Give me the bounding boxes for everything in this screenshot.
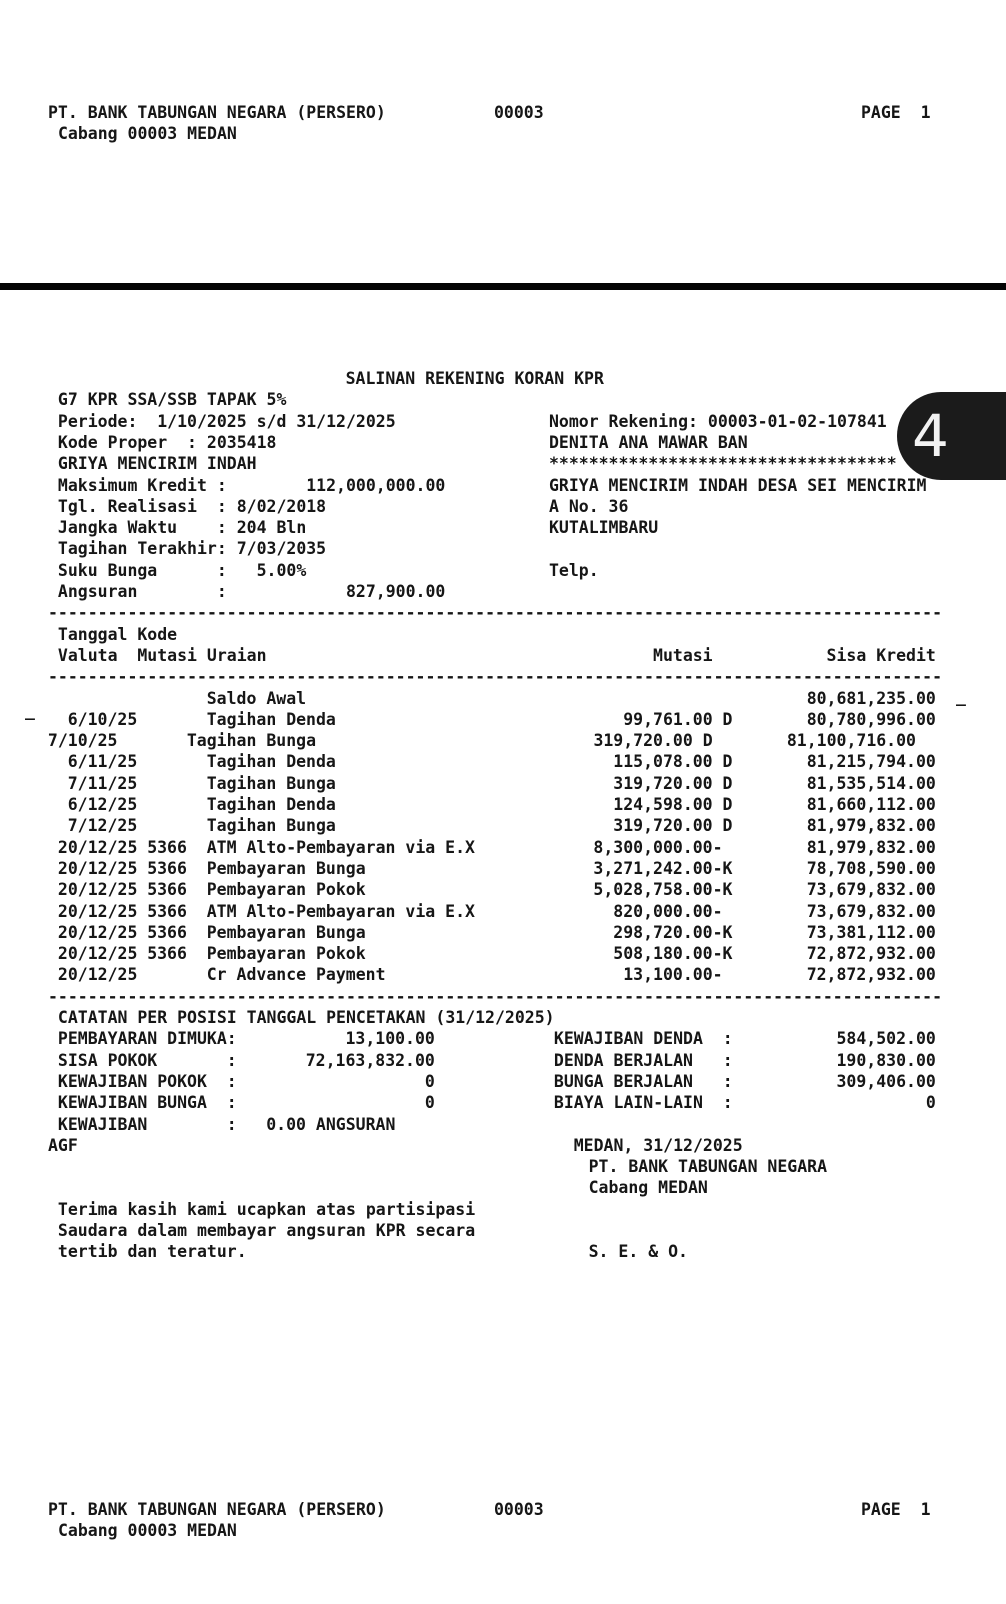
txn-date: 20/12/25 [57,901,138,921]
branch-name: Cabang 00003 MEDAN [58,1521,237,1540]
txn-sisa-kredit: 72,872,932.00 [806,965,936,985]
catatan-value: 72,163,832.00 [305,1050,435,1070]
txn-sisa-kredit: 81,215,794.00 [806,752,936,772]
txn-mutasi-flag: D [712,816,733,836]
separator-line: ------------------------------------------------------------------------------------------ [48,667,943,687]
account-info-left: Periode: 1/10/2025 s/d 31/12/2025 [57,411,396,431]
txn-uraian: Tagihan Bunga [206,816,336,836]
page-header-line2 [48,123,237,145]
account-info-right: GRIYA MENCIRIM INDAH DESA SEI MENCIRIM [548,475,927,495]
branch-code: 00003 [494,1500,544,1519]
signature-company: PT. BANK TABUNGAN NEGARA [588,1157,828,1177]
txn-sisa-kredit: 73,679,832.00 [806,880,936,900]
txn-sisa-kredit: 73,679,832.00 [806,901,936,921]
txn-mutasi-flag: -K [712,880,733,900]
signature-branch: Cabang MEDAN [588,1178,708,1198]
txn-mutasi-flag: - [712,837,723,857]
txn-sisa-kredit: 73,381,112.00 [806,922,936,942]
txn-date: 7/11/25 [67,773,138,793]
separator-line: ------------------------------------------------------------------------------------------ [48,603,943,623]
txn-sisa-kredit: 81,100,716.00 [786,731,916,751]
txn-uraian: Pembayaran Pokok [206,880,366,900]
txn-mutasi-flag: -K [712,944,733,964]
txn-mutasi: 8,300,000.00 [593,837,713,857]
catatan-label: SISA POKOK : [57,1050,237,1070]
txn-sisa-kredit: 81,979,832.00 [806,837,936,857]
txn-uraian: Tagihan Bunga [186,731,317,751]
branch-name: Cabang 00003 MEDAN [58,124,237,143]
catatan-label: KEWAJIBAN : [57,1114,237,1134]
txn-mutasi-flag: - [712,965,723,985]
txn-mutasi: 115,078.00 [613,752,713,772]
catatan-label: KEWAJIBAN DENDA : [553,1029,733,1049]
txn-uraian: Tagihan Bunga [206,773,336,793]
txn-date: 6/10/25 [67,709,138,729]
txn-mutasi: 13,100.00 [623,965,713,985]
catatan-value: 0 [925,1093,936,1113]
account-info-right: A No. 36 [548,496,629,516]
catatan-value: 190,830.00 [836,1050,936,1070]
txn-mutasi: 508,180.00 [613,944,713,964]
txn-mutasi: 319,720.00 [613,816,713,836]
txn-uraian: Tagihan Denda [206,752,336,772]
page-number: PAGE 1 [861,103,931,122]
txn-uraian: ATM Alto-Pembayaran via E.X [206,901,475,921]
txn-uraian: Cr Advance Payment [206,965,386,985]
catatan-title: CATATAN PER POSISI TANGGAL PENCETAKAN (31/12/2025) [57,1008,555,1027]
account-info-left: Angsuran : 827,900.00 [57,582,446,601]
txn-sisa-kredit: 80,780,996.00 [806,709,936,729]
txn-mutasi: 3,271,242.00 [593,858,713,878]
account-info-left: Kode Proper : 2035418 [57,432,277,452]
catatan-value: 0 [424,1093,435,1113]
txn-sisa-kredit: 81,979,832.00 [806,816,936,836]
txn-date: 20/12/25 [57,858,138,878]
bank-name: PT. BANK TABUNGAN NEGARA (PERSERO) [48,1500,386,1519]
separator-line: ------------------------------------------------------------------------------------------ [48,986,943,1006]
txn-kode: 5366 [147,901,187,921]
page-footer-line1 [48,1499,931,1521]
txn-date: 20/12/25 [57,944,138,964]
catatan-label: DENDA BERJALAN : [553,1050,733,1070]
txn-date: 20/12/25 [57,880,138,900]
stray-underscore-mark-right: _ [956,687,966,706]
catatan-value: 309,406.00 [836,1071,936,1091]
txn-mutasi-flag: D [712,795,733,814]
agf-label: AGF [48,1135,78,1155]
txn-uraian: Saldo Awal [206,688,307,708]
txn-date: 7/12/25 [67,816,138,836]
catatan-label: BUNGA BERJALAN : [553,1071,733,1091]
page-footer-line2 [48,1520,237,1542]
catatan-label: BIAYA LAIN-LAIN : [553,1093,733,1113]
txn-mutasi-flag: D [712,773,733,793]
page-indicator-number: 4 [912,402,949,470]
account-info-left: Jangka Waktu : 204 Bln [57,518,307,538]
txn-date: 20/12/25 [57,965,138,985]
account-info-left: G7 KPR SSA/SSB TAPAK 5% [57,390,287,410]
catatan-value: 584,502.00 [836,1029,936,1049]
bank-name: PT. BANK TABUNGAN NEGARA (PERSERO) [48,103,386,122]
closing-text: Terima kasih kami ucapkan atas partisipasi [57,1199,476,1219]
catatan-value: 0.00 ANGSURAN [266,1114,396,1134]
account-info-left: Tgl. Realisasi : 8/02/2018 [57,496,327,516]
txn-date: 20/12/25 [57,922,138,942]
txn-uraian: Pembayaran Bunga [206,858,366,878]
catatan-label: KEWAJIBAN BUNGA : [57,1093,237,1113]
txn-mutasi-flag: -K [712,858,733,878]
txn-kode: 5366 [147,858,187,878]
txn-mutasi-flag: D [712,752,733,772]
catatan-value: 13,100.00 [345,1029,435,1049]
catatan-label: KEWAJIBAN POKOK : [57,1071,237,1091]
txn-mutasi: 319,720.00 [593,731,693,751]
txn-uraian: Tagihan Denda [206,795,336,814]
closing-text: tertib dan teratur. [57,1242,247,1262]
branch-code: 00003 [494,103,544,122]
txn-mutasi: 5,028,758.00 [593,880,713,900]
txn-sisa-kredit: 81,535,514.00 [806,773,936,793]
account-info-right: Nomor Rekening: 00003-01-02-107841 [548,411,887,431]
txn-uraian: Tagihan Denda [206,709,336,729]
txn-uraian: Pembayaran Pokok [206,944,366,964]
col-header-sisa-kredit: Sisa Kredit [826,645,936,665]
col-header-valuta-mutasi-uraian: Valuta Mutasi Uraian [57,645,267,665]
signature-place-date: MEDAN, 31/12/2025 [573,1135,743,1155]
txn-kode: 5366 [147,944,187,964]
txn-kode: 5366 [147,922,187,942]
col-header-tanggal-kode: Tanggal Kode [57,624,178,644]
stray-underscore-mark-left: _ [25,701,35,720]
closing-text: Saudara dalam membayar angsuran KPR secara [57,1221,476,1240]
account-info-left: Tagihan Terakhir: 7/03/2035 [57,539,327,559]
page-scroll-indicator[interactable] [897,392,1006,480]
txn-sisa-kredit: 78,708,590.00 [806,858,936,878]
txn-date: 7/10/25 [47,731,118,751]
catatan-label: PEMBAYARAN DIMUKA: [57,1029,237,1049]
account-info-right: *********************************** [548,454,897,474]
txn-sisa-kredit: 81,660,112.00 [806,795,936,814]
catatan-value: 0 [424,1071,435,1091]
txn-mutasi: 820,000.00 [613,901,713,921]
txn-mutasi: 124,598.00 [613,795,713,814]
account-info-left: GRIYA MENCIRIM INDAH [57,454,257,474]
page-header-line1 [48,102,931,124]
txn-mutasi: 99,761.00 [623,709,713,729]
seo-label: S. E. & O. [588,1242,688,1262]
account-info-left: Suku Bunga : 5.00% [57,560,307,580]
txn-mutasi-flag: D [692,731,713,751]
txn-sisa-kredit: 80,681,235.00 [806,688,936,708]
statement-title: SALINAN REKENING KORAN KPR [345,369,604,388]
account-info-right: Telp. [548,560,599,580]
account-info-right: DENITA ANA MAWAR BAN [548,432,748,452]
txn-mutasi-flag: -K [712,922,733,942]
txn-uraian: ATM Alto-Pembayaran via E.X [206,837,475,857]
txn-date: 6/12/25 [67,795,138,814]
txn-kode: 5366 [147,880,187,900]
txn-uraian: Pembayaran Bunga [206,922,366,942]
col-header-mutasi: Mutasi [653,645,713,665]
txn-date: 20/12/25 [57,837,138,857]
txn-mutasi: 298,720.00 [613,922,713,942]
txn-kode: 5366 [147,837,187,857]
account-info-left: Maksimum Kredit : 112,000,000.00 [57,475,446,495]
page-break-bar [0,283,1006,290]
txn-date: 6/11/25 [67,752,138,772]
txn-mutasi-flag: - [712,901,723,921]
page-number: PAGE 1 [861,1500,931,1519]
txn-mutasi: 319,720.00 [613,773,713,793]
txn-mutasi-flag: D [712,709,733,729]
txn-sisa-kredit: 72,872,932.00 [806,944,936,964]
account-info-right: KUTALIMBARU [548,518,659,538]
